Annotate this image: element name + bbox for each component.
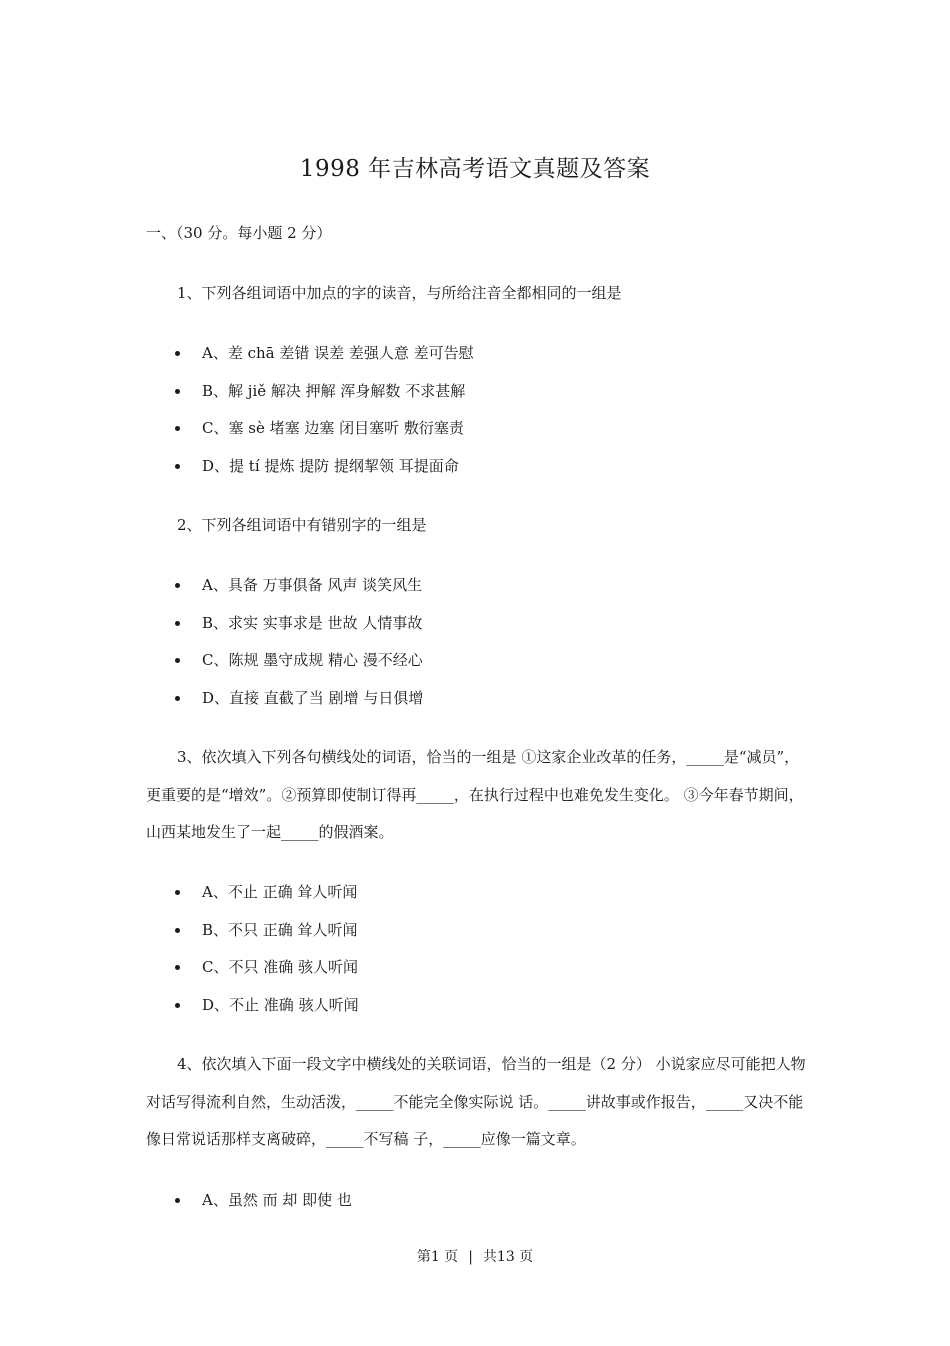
footer-separator: | — [468, 1249, 473, 1265]
option-item: A、差 chā 差错 误差 差强人意 差可告慰 — [172, 344, 474, 382]
option-item: A、具备 万事俱备 风声 谈笑风生 — [172, 576, 423, 614]
option-item: B、求实 实事求是 世故 人情事故 — [172, 614, 423, 652]
section-heading: 一、（30 分。每小题 2 分） — [146, 224, 332, 242]
option-item: C、不只 准确 骇人听闻 — [172, 958, 359, 996]
question-1-stem: 1、下列各组词语中加点的字的读音，与所给注音全都相同的一组是 — [177, 284, 622, 302]
page-footer — [0, 1246, 950, 1266]
question-4-options — [172, 1191, 352, 1229]
option-item: A、不止 正确 耸人听闻 — [172, 883, 359, 921]
question-2-stem: 2、下列各组词语中有错别字的一组是 — [177, 516, 427, 534]
option-item: B、解 jiě 解决 押解 浑身解数 不求甚解 — [172, 382, 474, 420]
question-3-stem: 3、依次填入下列各句横线处的词语，恰当的一组是 ①这家企业改革的任务，_____是“减员”，更重要的是“增效”。②预算即使制订得再_____，在执行过程中也难免发生变化。 ③今年春节期间，山西某地发生了一起_____的假酒案。 — [146, 748, 804, 841]
option-item: D、直接 直截了当 剧增 与日俱增 — [172, 689, 423, 727]
page-number: 第1 页 — [416, 1249, 459, 1265]
question-3-options — [172, 883, 359, 1034]
option-item: D、提 tí 提炼 提防 提纲挈领 耳提面命 — [172, 457, 474, 495]
question-1-options — [172, 344, 474, 495]
option-item: C、陈规 墨守成规 精心 漫不经心 — [172, 651, 423, 689]
question-2-options — [172, 576, 423, 727]
question-4-stem: 4、依次填入下面一段文字中横线处的关联词语，恰当的一组是（2 分） 小说家应尽可能把人物对话写得流利自然，生动活泼，_____不能完全像实际说 话。_____讲故事或作报告，_____又决不能像日常说话那样支离破碎，_____不写稿 子，_____应像一篇文章。 — [146, 1055, 806, 1148]
option-item: B、不只 正确 耸人听闻 — [172, 921, 359, 959]
option-item: D、不止 准确 骇人听闻 — [172, 996, 359, 1034]
document-title: 1998 年吉林高考语文真题及答案 — [299, 156, 651, 182]
option-item: A、虽然 而 却 即使 也 — [172, 1191, 352, 1229]
option-item: C、塞 sè 堵塞 边塞 闭目塞听 敷衍塞责 — [172, 419, 474, 457]
page-total: 共13 页 — [482, 1249, 534, 1265]
